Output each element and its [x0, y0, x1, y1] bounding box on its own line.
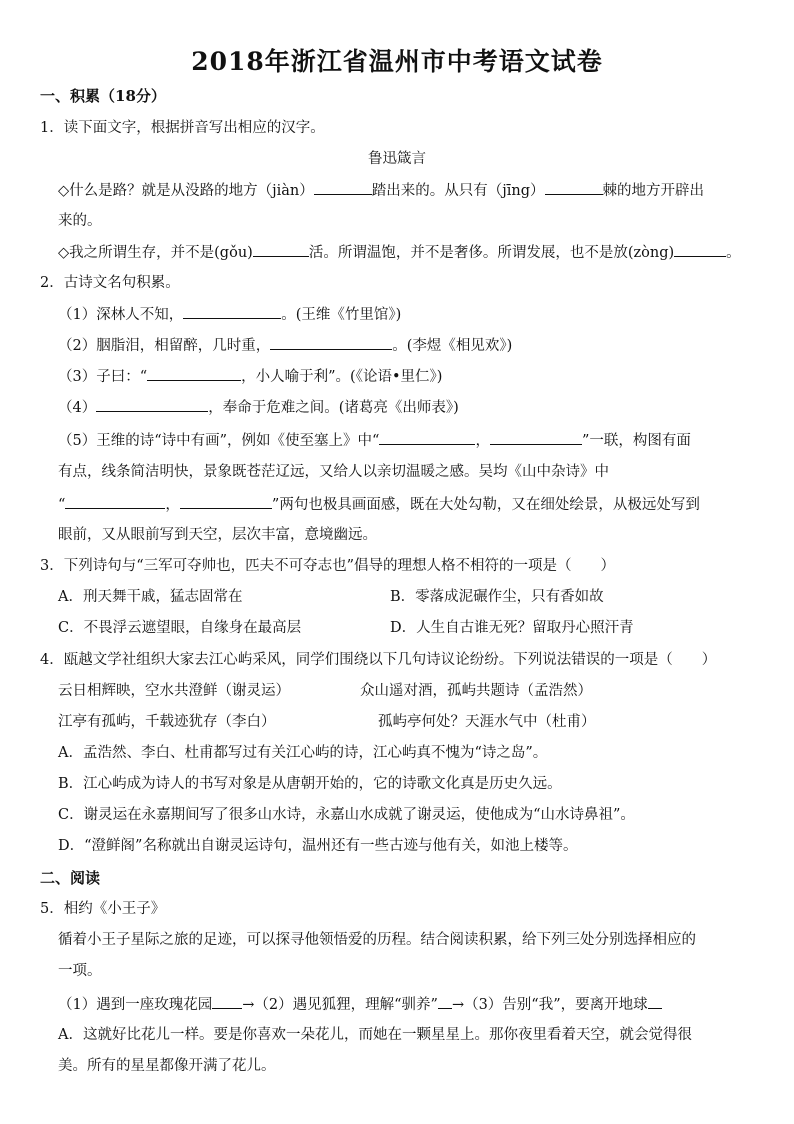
question-4-stem: 4．瓯越文学社组织大家去江心屿采风，同学们围绕以下几句诗议论纷纷。下列说法错误的一项是（ ） [40, 652, 717, 668]
question-2-item-4: （4） ，奉命于危难之间。(诸葛亮《出师表》) [58, 397, 459, 418]
answer-blank[interactable] [438, 994, 452, 1009]
answer-blank[interactable] [212, 994, 242, 1009]
question-5-line-3: （1）遇到一座玫瑰花园 →（2）遇见狐狸，理解“驯养” →（3）告别“我”，要离开地球 [58, 994, 662, 1015]
question-4-option-d[interactable]: D．“澄鲜阁”名称就出自谢灵运诗句，温州还有一些古迹与他有关，如池上楼等。 [58, 838, 578, 854]
answer-blank[interactable] [65, 494, 165, 509]
question-2-stem: 2．古诗文名句积累。 [40, 275, 180, 291]
question-2-item-5-line-1: （5）王维的诗“诗中有画”，例如《使至塞上》中“ ， ”一联，构图有面 [58, 430, 691, 451]
question-2-item-5-line-3: “ ， ”两句也极具画面感，既在大处勾勒，又在细处绘景，从极远处写到 [58, 494, 700, 515]
question-2-item-5-line-2: 有点，线条简洁明快，景象既苍茫辽远，又给人以亲切温暖之感。吴均《山中杂诗》中 [58, 464, 609, 480]
question-1-para-1-cont: 来的。 [58, 213, 102, 229]
answer-blank[interactable] [180, 494, 272, 509]
question-1-para-2: ◇我之所谓生存，并不是(gǒu) 活。所谓温饱，并不是奢侈。所谓发展，也不是放(zòng) 。 [58, 242, 741, 263]
question-4-poem-2: 众山遥对酒，孤屿共题诗（孟浩然） [360, 683, 592, 699]
question-5-line-5: 美。所有的星星都像开满了花儿。 [58, 1058, 276, 1074]
question-2-item-1: （1）深林人不知， 。(王维《竹里馆》) [58, 304, 401, 325]
answer-blank[interactable] [253, 242, 309, 257]
answer-blank[interactable] [545, 180, 603, 195]
section-heading-reading: 二、阅读 [40, 869, 101, 887]
answer-blank[interactable] [674, 242, 726, 257]
answer-blank[interactable] [183, 304, 281, 319]
question-4-option-a[interactable]: A．孟浩然、李白、杜甫都写过有关江心屿的诗，江心屿真不愧为“诗之岛”。 [58, 745, 548, 761]
question-4-option-c[interactable]: C．谢灵运在永嘉期间写了很多山水诗，永嘉山水成就了谢灵运，使他成为“山水诗鼻祖”。 [58, 807, 635, 823]
section-heading-accumulation: 一、积累（18分） [40, 87, 166, 105]
question-4-poem-4: 孤屿亭何处？天涯水气中（杜甫） [378, 714, 596, 730]
answer-blank[interactable] [648, 994, 662, 1009]
question-4-poem-1: 云日相辉映，空水共澄鲜（谢灵运） [58, 683, 290, 699]
question-3-option-b[interactable]: B．零落成泥碾作尘，只有香如故 [390, 589, 604, 605]
answer-blank[interactable] [314, 180, 372, 195]
question-3-stem: 3．下列诗句与“三军可夺帅也，匹夫不可夺志也”倡导的理想人格不相符的一项是（ ） [40, 558, 616, 574]
page-title: 2018年浙江省温州市中考语文试卷 [191, 47, 603, 76]
question-5-line-4: A．这就好比花儿一样。要是你喜欢一朵花儿，而她在一颗星星上。那你夜里看着天空，就会觉得很 [58, 1027, 692, 1043]
answer-blank[interactable] [490, 430, 582, 445]
question-4-poem-3: 江亭有孤屿，千载迹犹存（李白） [58, 714, 276, 730]
question-3-option-d[interactable]: D．人生自古谁无死？留取丹心照汗青 [390, 620, 634, 636]
question-2-item-5-line-4: 眼前，又从眼前写到天空，层次丰富，意境幽远。 [58, 527, 377, 543]
question-1-stem: 1．读下面文字，根据拼音写出相应的汉字。 [40, 120, 325, 136]
question-5-line-1: 循着小王子星际之旅的足迹，可以探寻他领悟爱的历程。结合阅读积累，给下列三处分别选择相应的 [58, 932, 696, 948]
question-3-option-c[interactable]: C．不畏浮云遮望眼，自缘身在最高层 [58, 620, 302, 636]
question-2-item-3: （3）子曰：“ ，小人喻于利”。(《论语•里仁》) [58, 366, 442, 387]
answer-blank[interactable] [96, 397, 208, 412]
question-5-line-2: 一项。 [58, 963, 102, 979]
question-1-subtitle: 鲁迅箴言 [368, 151, 426, 167]
answer-blank[interactable] [270, 335, 392, 350]
question-3-option-a[interactable]: A．刑天舞干戚，猛志固常在 [58, 589, 243, 605]
question-2-item-2: （2）胭脂泪，相留醉，几时重， 。(李煜《相见欢》) [58, 335, 512, 356]
question-1-para-1: ◇什么是路？就是从没路的地方（jiàn） 踏出来的。从只有（jīng） 棘的地方开辟出 [58, 180, 704, 201]
question-4-option-b[interactable]: B．江心屿成为诗人的书写对象是从唐朝开始的，它的诗歌文化真是历史久远。 [58, 776, 562, 792]
answer-blank[interactable] [147, 366, 241, 381]
question-5-stem: 5．相约《小王子》 [40, 901, 166, 917]
answer-blank[interactable] [379, 430, 475, 445]
